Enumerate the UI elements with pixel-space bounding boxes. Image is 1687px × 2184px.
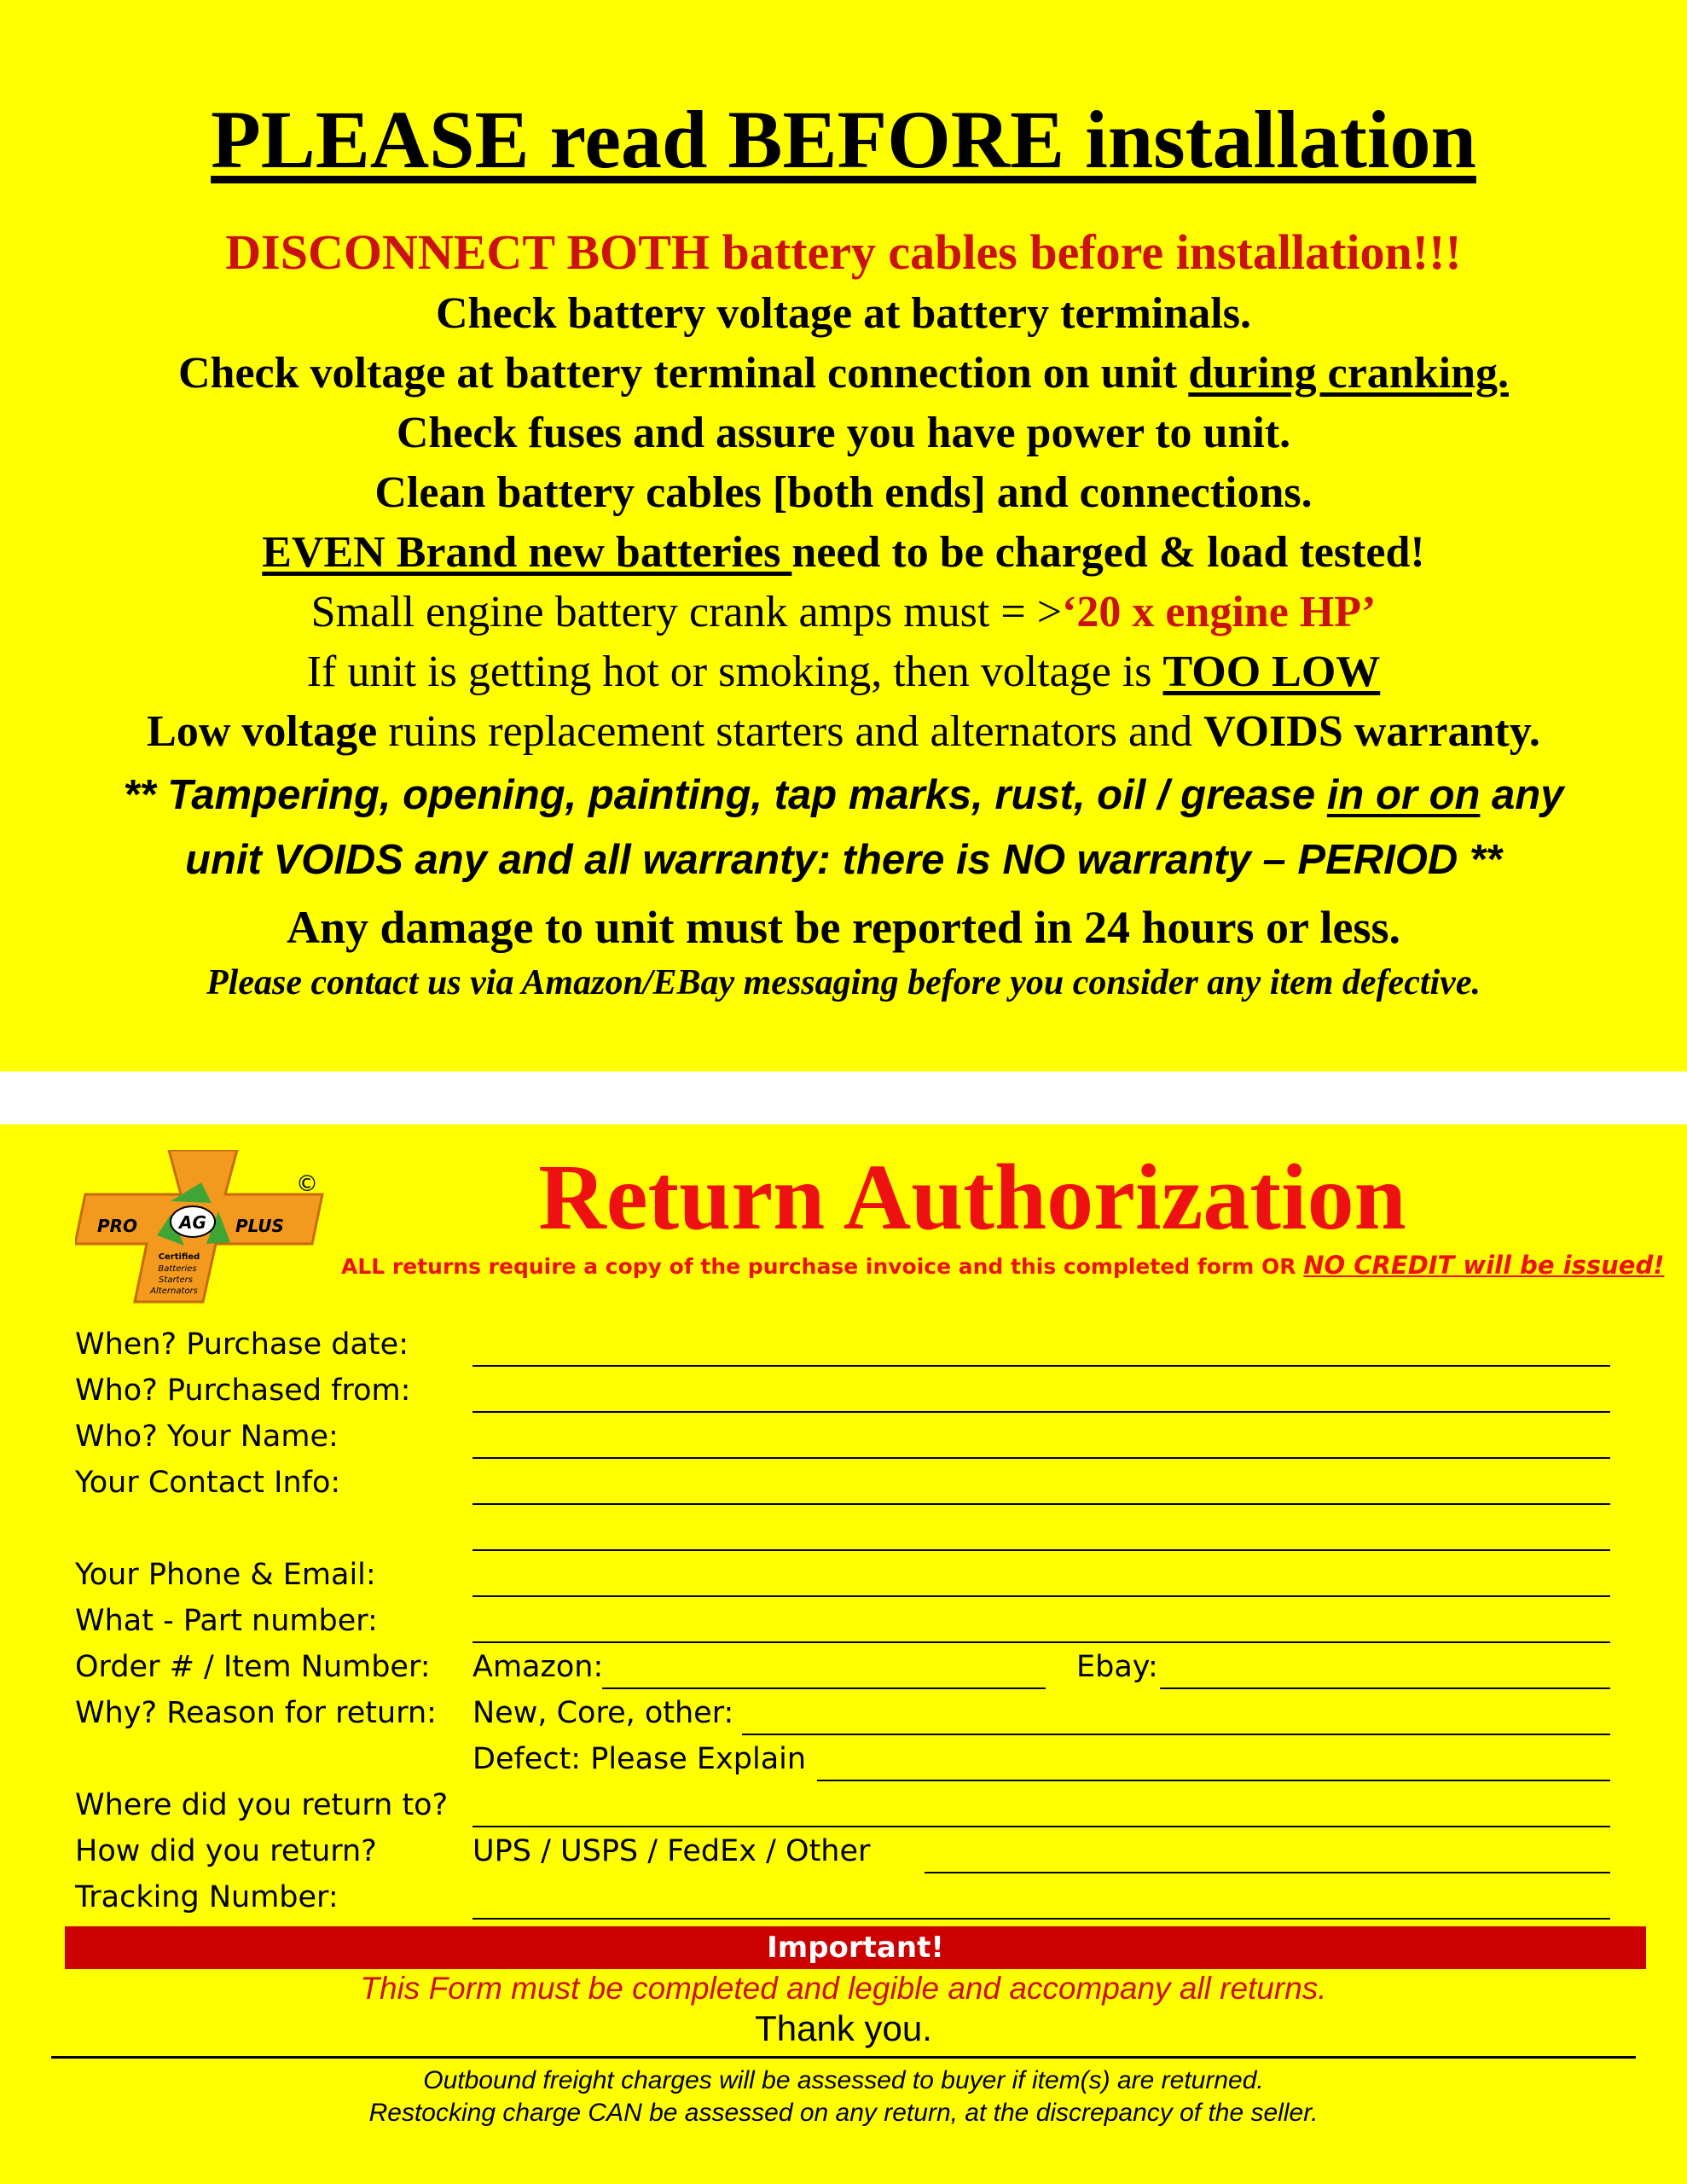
defect-label: Defect: Please Explain bbox=[472, 1742, 807, 1776]
defect-field[interactable] bbox=[817, 1780, 1610, 1781]
disconnect-warning: DISCONNECT BOTH battery cables before installation!!! bbox=[225, 224, 1462, 280]
footer-divider bbox=[51, 2056, 1636, 2059]
your-name-field[interactable] bbox=[472, 1457, 1610, 1459]
tampering-line-2: unit VOIDS any and all warranty: there is NO warranty – PERIOD ** bbox=[185, 837, 1502, 883]
amazon-label: Amazon: bbox=[472, 1650, 604, 1684]
purchased-from-row bbox=[75, 1374, 1610, 1418]
phone-email-field[interactable] bbox=[472, 1595, 1610, 1597]
purchased-from-label: Who? Purchased from: bbox=[75, 1374, 411, 1408]
tracking-row bbox=[75, 1880, 1610, 1925]
check-fuses: Check fuses and assure you have power to unit. bbox=[396, 409, 1291, 457]
restocking-note: Restocking charge CAN be assessed on any return, at the discrepancy of the seller. bbox=[368, 2099, 1319, 2127]
amazon-order-field[interactable] bbox=[602, 1687, 1046, 1689]
part-number-row bbox=[75, 1604, 1610, 1648]
carriers-label: UPS / USPS / FedEx / Other bbox=[472, 1834, 871, 1868]
in-or-on-text: in or on bbox=[1326, 772, 1481, 818]
how-return-label: How did you return? bbox=[75, 1834, 377, 1868]
charged-tested-text: need to be charged & load tested! bbox=[791, 528, 1425, 577]
crank-amps-text: Small engine battery crank amps must = > bbox=[310, 588, 1063, 636]
part-number-field[interactable] bbox=[472, 1641, 1610, 1643]
thank-you-text: Thank you. bbox=[755, 2008, 932, 2048]
ebay-label: Ebay: bbox=[1076, 1650, 1158, 1684]
purchase-date-row bbox=[75, 1327, 1610, 1372]
check-battery-voltage: Check battery voltage at battery terminals. bbox=[436, 289, 1251, 338]
during-cranking-text: during cranking. bbox=[1188, 349, 1509, 398]
logo-graphic bbox=[75, 1150, 331, 1312]
any-text: any bbox=[1480, 772, 1564, 818]
tampering-line-1 bbox=[0, 771, 1687, 819]
logo-sub-alternators: Alternators bbox=[150, 1287, 198, 1296]
return-requirement-notice bbox=[341, 1251, 1665, 1280]
where-return-row bbox=[75, 1788, 1610, 1833]
logo-plus-text: PLUS bbox=[235, 1216, 284, 1236]
hot-smoking-note bbox=[0, 647, 1687, 697]
reason-label: Why? Reason for return: bbox=[75, 1696, 437, 1730]
damage-report-note: Any damage to unit must be reported in 24 hours or less. bbox=[286, 902, 1401, 953]
tracking-field[interactable] bbox=[472, 1918, 1610, 1920]
purchased-from-field[interactable] bbox=[472, 1411, 1610, 1413]
how-return-field[interactable] bbox=[925, 1872, 1610, 1873]
engine-hp-text: ‘20 x engine HP’ bbox=[1062, 588, 1377, 636]
contact-info-field[interactable] bbox=[472, 1503, 1610, 1505]
contact-note: Please contact us via Amazon/EBay messaging before you consider any item defective. bbox=[206, 963, 1481, 1002]
logo-ag-text: AG bbox=[179, 1212, 206, 1233]
too-low-text: TOO LOW bbox=[1162, 648, 1381, 696]
installation-notice-panel bbox=[0, 0, 1687, 1072]
important-banner: Important! bbox=[65, 1926, 1646, 1969]
new-batteries-text: EVEN Brand new batteries bbox=[262, 528, 792, 577]
phone-email-row bbox=[75, 1558, 1610, 1602]
contact-info-label: Your Contact Info: bbox=[75, 1466, 341, 1500]
your-name-row bbox=[75, 1420, 1610, 1464]
low-voltage-note bbox=[0, 706, 1687, 757]
return-requirement-text: ALL returns require a copy of the purchase invoice and this completed form OR bbox=[341, 1254, 1304, 1279]
crank-amps-note bbox=[0, 587, 1687, 637]
your-name-label: Who? Your Name: bbox=[75, 1420, 339, 1454]
freight-note: Outbound freight charges will be assessed to buyer if item(s) are returned. bbox=[423, 2066, 1264, 2094]
how-return-row bbox=[75, 1834, 1610, 1879]
tampering-text: ** Tampering, opening, painting, tap marks, rust, oil / grease bbox=[123, 772, 1327, 818]
purchase-date-field[interactable] bbox=[472, 1365, 1610, 1367]
defect-row bbox=[75, 1742, 1610, 1786]
clean-cables: Clean battery cables [both ends] and connections. bbox=[374, 468, 1313, 517]
form-complete-note: This Form must be completed and legible and accompany all returns. bbox=[360, 1971, 1327, 2006]
voids-warranty-text: VOIDS warranty. bbox=[1203, 707, 1540, 756]
contact-info-row bbox=[75, 1466, 1610, 1510]
where-return-label: Where did you return to? bbox=[75, 1788, 449, 1822]
contact-info-field-2[interactable] bbox=[472, 1549, 1610, 1551]
order-number-row bbox=[75, 1650, 1610, 1694]
logo-sub-starters: Starters bbox=[159, 1275, 193, 1285]
purchase-date-label: When? Purchase date: bbox=[75, 1327, 409, 1362]
install-title: PLEASE read BEFORE installation bbox=[211, 94, 1476, 185]
low-voltage-text: Low voltage bbox=[147, 707, 378, 756]
ebay-order-field[interactable] bbox=[1160, 1687, 1610, 1689]
no-credit-text: NO CREDIT will be issued! bbox=[1303, 1251, 1665, 1280]
check-cranking-text: Check voltage at battery terminal connection on unit bbox=[178, 349, 1189, 398]
return-authorization-title: Return Authorization bbox=[538, 1145, 1406, 1249]
part-number-label: What - Part number: bbox=[75, 1604, 378, 1638]
hot-smoking-text: If unit is getting hot or smoking, then voltage is bbox=[306, 648, 1163, 696]
logo-copyright: © bbox=[296, 1171, 318, 1197]
pro-ag-plus-logo bbox=[75, 1150, 331, 1312]
logo-sub-batteries: Batteries bbox=[158, 1264, 197, 1274]
ruins-text: ruins replacement starters and alternators and bbox=[377, 707, 1204, 756]
new-core-field[interactable] bbox=[742, 1734, 1610, 1735]
order-number-label: Order # / Item Number: bbox=[75, 1650, 431, 1684]
new-batteries-note bbox=[0, 527, 1687, 578]
new-core-label: New, Core, other: bbox=[472, 1696, 734, 1730]
phone-email-label: Your Phone & Email: bbox=[75, 1558, 376, 1592]
contact-info-row-2 bbox=[75, 1512, 1610, 1556]
logo-pro-text: PRO bbox=[97, 1216, 138, 1236]
reason-row bbox=[75, 1696, 1610, 1740]
check-cranking-voltage bbox=[0, 348, 1687, 398]
logo-sub-certified: Certified bbox=[158, 1252, 200, 1262]
tracking-label: Tracking Number: bbox=[75, 1880, 339, 1914]
where-return-field[interactable] bbox=[472, 1826, 1610, 1827]
